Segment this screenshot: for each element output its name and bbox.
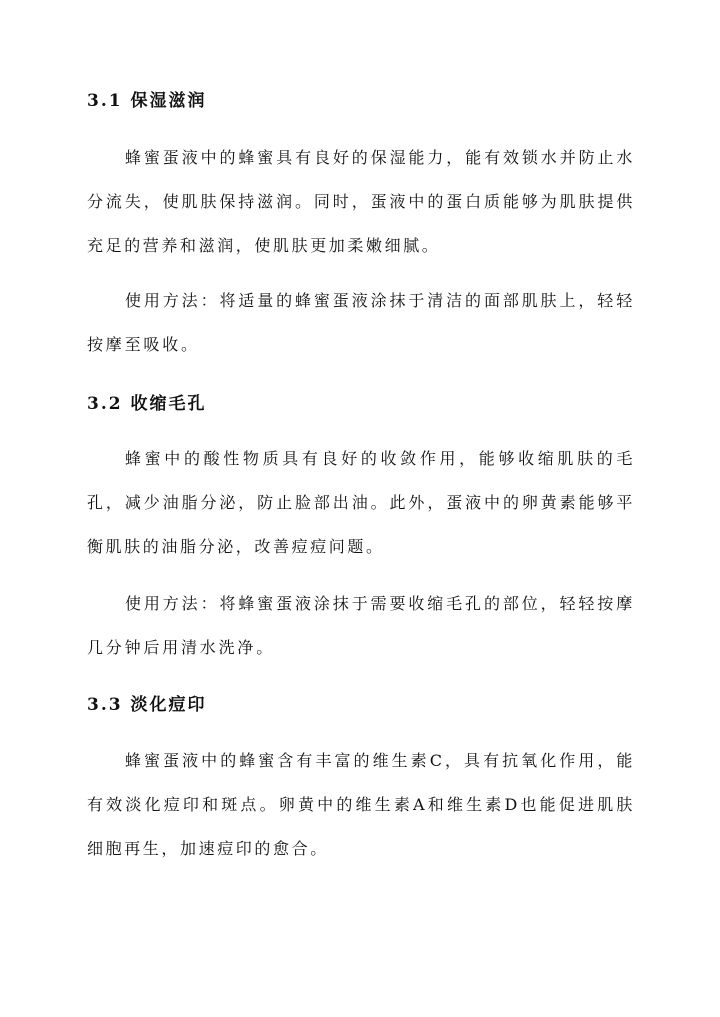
paragraph-acne-marks-body: 蜂蜜蛋液中的蜂蜜含有丰富的维生素C，具有抗氧化作用，能有效淡化痘印和斑点。卵黄中的维生素A和维生素D也能促进肌肤细胞再生，加速痘印的愈合。 — [87, 751, 635, 858]
section-heading-3-1: 3.1 保湿滋润 — [87, 91, 207, 111]
section-heading-3-2: 3.2 收缩毛孔 — [87, 394, 207, 414]
paragraph-pores-usage: 使用方法：将蜂蜜蛋液涂抹于需要收缩毛孔的部位，轻轻按摩几分钟后用清水洗净。 — [87, 594, 635, 657]
paragraph-moisturizing-usage: 使用方法：将适量的蜂蜜蛋液涂抹于清洁的面部肌肤上，轻轻按摩至吸收。 — [87, 291, 635, 354]
paragraph-pores-body: 蜂蜜中的酸性物质具有良好的收敛作用，能够收缩肌肤的毛孔，减少油脂分泌，防止脸部出油。此外，蛋液中的卵黄素能够平衡肌肤的油脂分泌，改善痘痘问题。 — [87, 449, 635, 556]
paragraph-moisturizing-body: 蜂蜜蛋液中的蜂蜜具有良好的保湿能力，能有效锁水并防止水分流失，使肌肤保持滋润。同时，蛋液中的蛋白质能够为肌肤提供充足的营养和滋润，使肌肤更加柔嫩细腻。 — [87, 148, 635, 255]
section-heading-3-3: 3.3 淡化痘印 — [87, 695, 207, 715]
